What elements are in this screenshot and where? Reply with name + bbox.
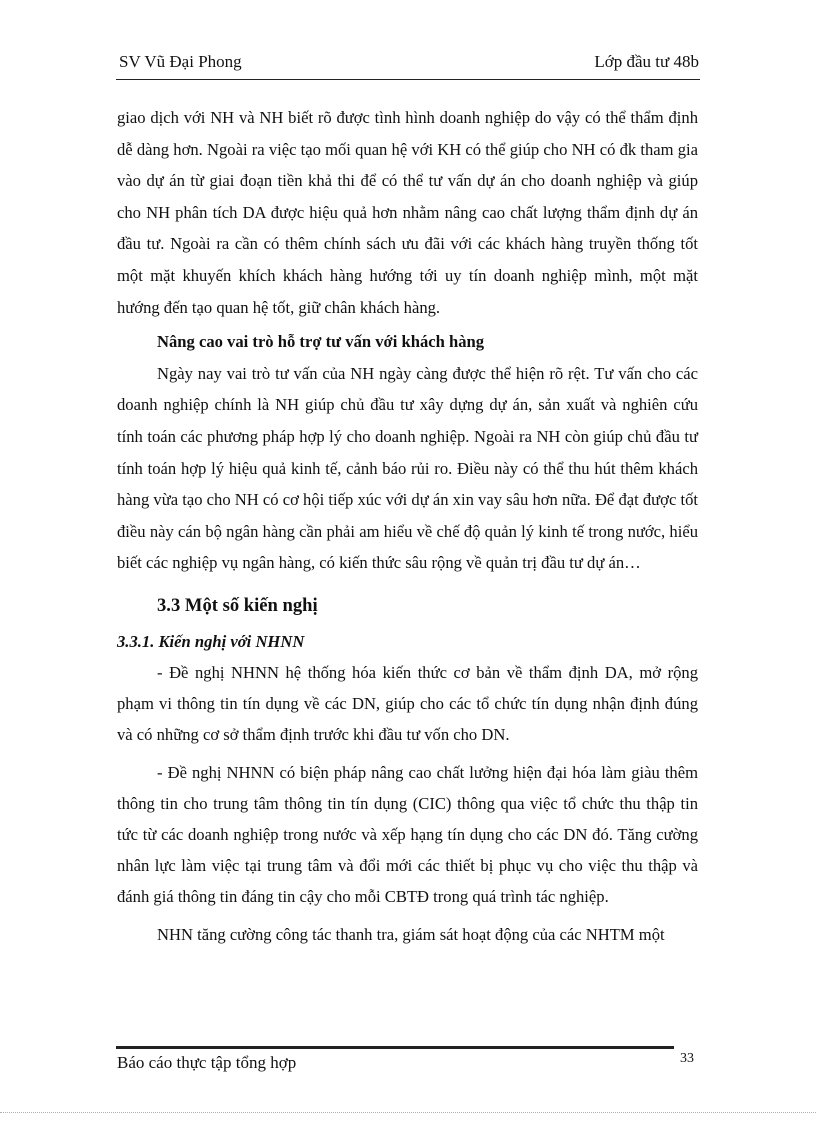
header-author: SV Vũ Đại Phong	[119, 52, 242, 71]
paragraph-4: - Đề nghị NHNN có biện pháp nâng cao chất lưởng hiện đại hóa làm giàu thêm thông tin cho trung tâm thông tin tín dụng (CIC) thông qua việc tổ chức thu thập tin tức từ các doanh nghiệp trong nước và xếp hạng tín dụng cho các DN đó. Tăng cường nhân lực làm việc tại trung tâm và đổi mới các thiết bị phục vụ cho việc thu thập và đánh giá thông tin đáng tin cậy cho mỗi CBTĐ trong quá trình tác nghiệp.	[117, 762, 698, 906]
paragraph-5: NHN tăng cường công tác thanh tra, giám sát hoạt động của các NHTM một	[157, 924, 665, 944]
header-divider	[116, 79, 700, 80]
footer-divider	[116, 1046, 674, 1049]
footer-title: Báo cáo thực tập tổng hợp	[117, 1053, 297, 1072]
paragraph-1: giao dịch với NH và NH biết rõ được tình hình doanh nghiệp do vậy có thể thẩm định dễ dàng hơn. Ngoài ra việc tạo mối quan hệ với KH có thể giúp cho NH có đk tham gia vào dự án từ giai đoạn tiền khả thi để có thể tư vấn dự án cho doanh nghiệp và giúp cho NH phân tích DA được hiệu quả hơn nhằm nâng cao chất lượng thẩm định dự án đầu tư. Ngoài ra cần có thêm chính sách ưu đãi với các khách hàng truyền thống tốt một mặt khuyến khích khách hàng hướng tới uy tín doanh nghiệp mình, một mặt hướng đến tạo quan hệ tốt, giữ chân khách hàng.	[117, 108, 698, 317]
page-number: 33	[680, 1051, 694, 1066]
header-class: Lớp đầu tư 48b	[594, 52, 699, 71]
subsection-heading: 3.3.1. Kiến nghị với NHNN	[117, 631, 305, 651]
subheading-advisory-role: Nâng cao vai trò hỗ trợ tư vấn với khách hàng	[157, 332, 485, 352]
page-bottom-border	[0, 1112, 816, 1113]
paragraph-3: - Đề nghị NHNN hệ thống hóa kiến thức cơ bản về thẩm định DA, mở rộng phạm vi thông tin tín dụng về các DN, giúp cho các tổ chức tín dụng nhận định đúng và có những cơ sở thẩm định trước khi đầu tư vốn cho DN.	[117, 662, 698, 744]
document-body	[117, 102, 698, 951]
paragraph-2: Ngày nay vai trò tư vấn của NH ngày càng được thể hiện rõ rệt. Tư vấn cho các doanh nghiệp chính là NH giúp chủ đầu tư xây dựng dự án, sản xuất và nghiên cứu tính toán các phương pháp hợp lý cho doanh nghiệp. Ngoài ra NH còn giúp chủ đầu tư tính toán hợp lý hiệu quả kinh tế, cảnh báo rủi ro. Điều này có thể thu hút thêm khách hàng vừa tạo cho NH có cơ hội tiếp xúc với dự án xin vay sâu hơn nữa. Để đạt được tốt điều này cán bộ ngân hàng cần phải am hiểu về chế độ quản lý kinh tế trong nước, hiểu biết các nghiệp vụ ngân hàng, có kiến thức sâu rộng về quản trị đầu tư dự án…	[117, 363, 698, 573]
section-heading: 3.3 Một số kiến nghị	[157, 594, 318, 616]
